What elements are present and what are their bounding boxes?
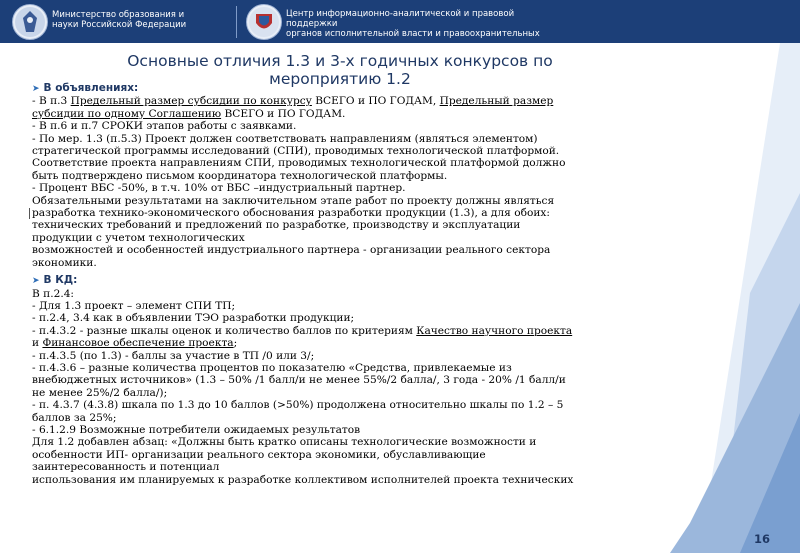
text-line: субсидии по одному Соглашению ВСЕГО и ПО ГОДАМ.	[32, 107, 346, 120]
center-emblem-icon	[246, 4, 282, 40]
slide-body	[32, 82, 672, 486]
text-line: Соответствие проекта направлениям СПИ, проводимых технологической платформой должно	[32, 157, 566, 170]
text-line: заинтересованность и потенциал	[32, 461, 220, 474]
text-line: - В п.3 Предельный размер субсидии по конкурсу ВСЕГО и ПО ГОДАМ, Предельный размер	[32, 95, 554, 108]
text-line: особенности ИП- организации реального сектора экономики, обуславливающие	[32, 448, 486, 461]
slide-title: Основные отличия 1.3 и 3-х годичных конкурсов по мероприятию 1.2	[127, 52, 553, 88]
text-line: - п.4.3.2 - разные шкалы оценок и количество баллов по критериям Качество научного проекта	[32, 324, 573, 337]
arrow-bullet-icon: ➤	[32, 276, 40, 287]
section-heading-announcements: ➤ В объявлениях:	[32, 82, 139, 94]
text-line: - Для 1.3 проект – элемент СПИ ТП;	[32, 299, 236, 312]
text-line: возможностей и особенностей индустриального партнера - организации реального сектора	[32, 244, 551, 257]
ministry-emblem-icon	[12, 4, 48, 40]
text-line: внебюджетных источников» (1.3 – 50% /1 балл/и не менее 55%/2 балла/, 3 года - 20% /1 балл/и	[32, 374, 566, 387]
section-heading-kd: ➤ В КД:	[32, 274, 78, 287]
text-line: баллов за 25%;	[32, 411, 117, 424]
arrow-bullet-icon: ➤	[32, 84, 40, 94]
header-divider	[236, 6, 237, 38]
text-line: разработка технико-экономического обоснования разработки продукции (1.3), а для обоих:	[32, 207, 550, 220]
text-line: Для 1.2 добавлен абзац: «Должны быть кратко описаны технологические возможности и	[32, 436, 537, 449]
text-line: - По мер. 1.3 (п.5.3) Проект должен соответствовать направлениям (являться элементом)	[32, 132, 538, 145]
ministry-caption: Министерство образования и науки Российской Федерации	[52, 10, 187, 30]
text-line: продукции с учетом технологических	[32, 231, 245, 244]
text-line: - 6.1.2.9 Возможные потребители ожидаемых результатов	[32, 423, 361, 436]
text-line: В п.2.4:	[32, 287, 74, 300]
text-line: стратегической программы исследований (СПИ), проводимых технологической платформой.	[32, 145, 560, 158]
text-line: - п.4.3.6 – разные количества процентов по показателю «Средства, привлекаемые из	[32, 361, 512, 374]
page-number: 16	[753, 532, 770, 546]
text-line: быть подтверждено письмом координатора технологической платформы.	[32, 169, 448, 182]
text-line: Обязательными результатами на заключительном этапе работ по проекту должны являться	[32, 194, 555, 207]
text-line: не менее 25%/2 балла/);	[32, 386, 168, 399]
text-line: и Финансовое обеспечение проекта;	[32, 337, 238, 350]
text-line: - п. 4.3.7 (4.3.8) шкала по 1.3 до 10 баллов (>50%) продолжена относительно шкалы по 1.2 – 5	[32, 399, 564, 412]
text-line: - п.4.3.5 (по 1.3) - баллы за участие в ТП /0 или 3/;	[32, 349, 315, 362]
slide-header	[0, 0, 800, 43]
text-line: экономики.	[32, 256, 97, 269]
text-line: технических требований и предложений по разработке, производству и эксплуатации	[32, 219, 521, 232]
text-line: - п.2.4, 3.4 как в объявлении ТЭО разработки продукции;	[32, 312, 355, 325]
center-caption: Центр информационно-аналитической и правовой поддержки органов исполнительной власти и правоохранительных	[286, 9, 540, 39]
text-line: - В п.6 и п.7 СРОКИ этапов работы с заявками.	[32, 120, 297, 133]
text-line: - Процент ВБС -50%, в т.ч. 10% от ВБС –индустриальный партнер.	[32, 182, 406, 195]
text-line: использования им планируемых к разработке коллективом исполнителей проекта технических	[32, 473, 574, 486]
